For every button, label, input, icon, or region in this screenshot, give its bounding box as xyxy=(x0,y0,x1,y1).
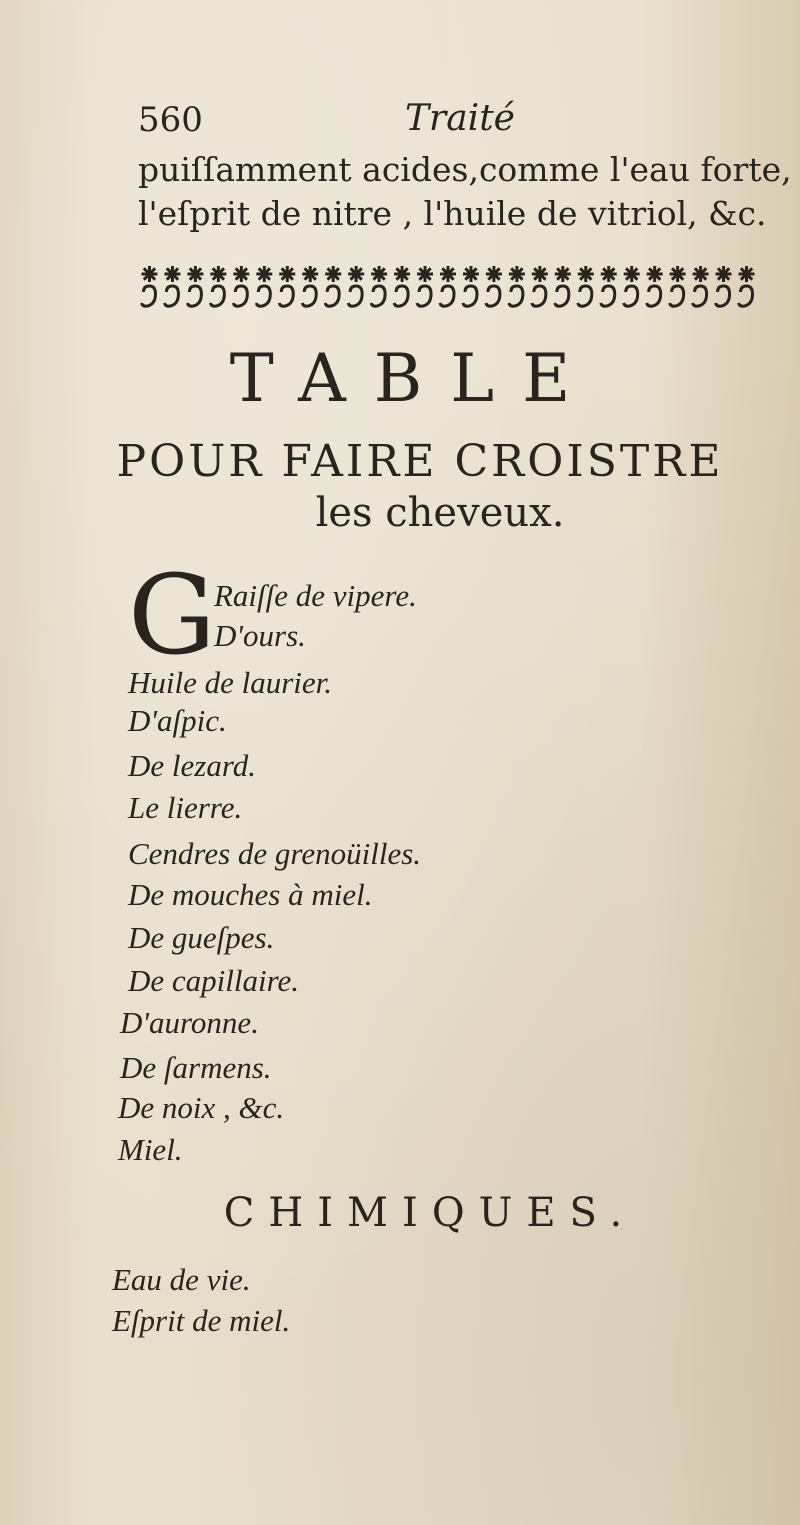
fleuron-icon xyxy=(325,266,341,306)
fleuron-icon xyxy=(601,266,617,306)
table-subtitle-second-line: les cheveux. xyxy=(315,490,565,536)
list-item: De capillaire. xyxy=(128,963,300,998)
list-item: Le lierre. xyxy=(128,790,243,825)
list-item: Cendres de grenoüilles. xyxy=(128,836,422,871)
list-item: Eau de vie. xyxy=(112,1262,251,1297)
list-item: D'ours. xyxy=(214,618,306,653)
body-text-line: l'eſprit de nitre , l'huile de vitriol, &c. xyxy=(138,194,767,233)
body-text-line: puiſſamment acides,comme l'eau forte, xyxy=(138,150,792,189)
fleuron-icon xyxy=(141,266,157,306)
section-heading: CHIMIQUES. xyxy=(223,1190,637,1236)
table-title: TABLE xyxy=(229,340,599,417)
fleuron-icon xyxy=(578,266,594,306)
fleuron-icon xyxy=(279,266,295,306)
fleuron-icon xyxy=(739,266,755,306)
fleuron-icon xyxy=(348,266,364,306)
fleuron-icon xyxy=(417,266,433,306)
list-item: De lezard. xyxy=(128,748,256,783)
fleuron-icon xyxy=(302,266,318,306)
fleuron-icon xyxy=(371,266,387,306)
list-item: De noix , &c. xyxy=(118,1090,285,1125)
list-item: Huile de laurier. xyxy=(128,665,333,700)
list-item: Miel. xyxy=(118,1132,183,1167)
list-item: Eſprit de miel. xyxy=(112,1303,291,1338)
fleuron-icon xyxy=(463,266,479,306)
fleuron-icon xyxy=(670,266,686,306)
fleuron-icon xyxy=(486,266,502,306)
fleuron-icon xyxy=(256,266,272,306)
list-item: De ſarmens. xyxy=(120,1050,272,1085)
fleuron-icon xyxy=(555,266,571,306)
table-subtitle: POUR FAIRE CROISTRE xyxy=(116,436,724,487)
fleuron-icon xyxy=(233,266,249,306)
fleuron-icon xyxy=(532,266,548,306)
decorative-border-icon xyxy=(138,258,758,318)
fleuron-icon xyxy=(394,266,410,306)
list-item: De mouches à miel. xyxy=(128,877,373,912)
list-item: De gueſpes. xyxy=(128,920,275,955)
fleuron-icon xyxy=(716,266,732,306)
fleuron-icon xyxy=(509,266,525,306)
fleuron-icon xyxy=(624,266,640,306)
fleuron-icon xyxy=(187,266,203,306)
drop-cap: G xyxy=(128,551,216,679)
fleuron-icon xyxy=(210,266,226,306)
fleuron-icon xyxy=(647,266,663,306)
page-number: 560 xyxy=(138,100,203,140)
list-item: D'auronne. xyxy=(120,1005,259,1040)
fleuron-icon xyxy=(440,266,456,306)
fleuron-icon xyxy=(693,266,709,306)
list-item: Raiſſe de vipere. xyxy=(214,578,417,613)
running-title: Traité xyxy=(405,98,515,139)
fleuron-icon xyxy=(164,266,180,306)
list-item: D'aſpic. xyxy=(128,703,227,738)
